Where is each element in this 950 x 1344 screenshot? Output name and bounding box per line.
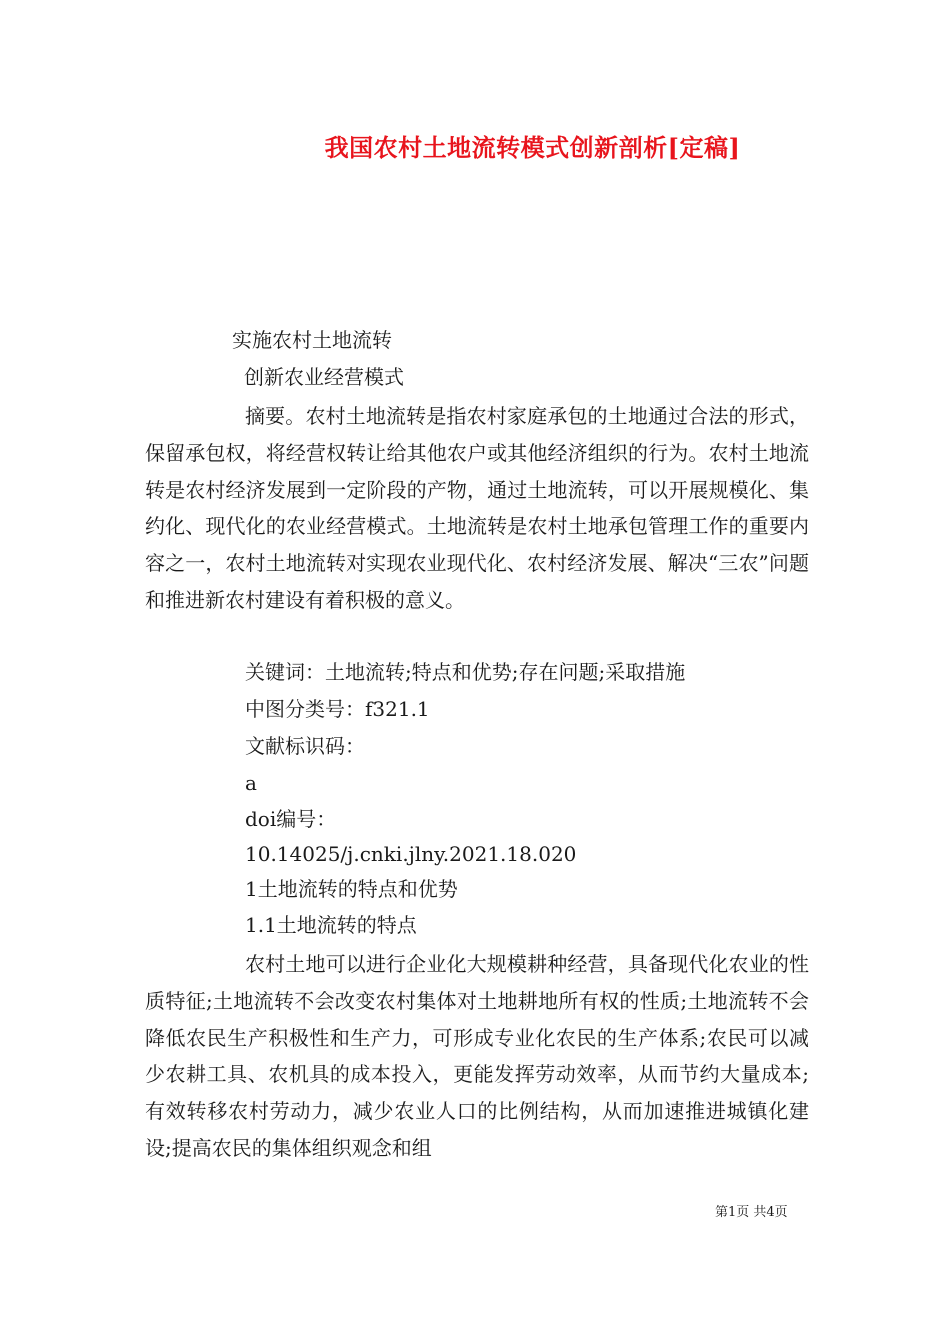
page-footer: 第1页 共4页	[715, 1205, 788, 1220]
body-paragraph: 农村土地可以进行企业化大规模耕种经营，具备现代化农业的性质特征;土地流转不会改变农村集体对土地耕地所有权的性质;土地流转不会降低农民生产积极性和生产力，可形成专业化农民的生产体系;农民可以减少农耕工具、农机具的成本投入，更能发挥劳动效率，从而节约大量成本;有效转移农村劳动力，减少农业人口的比例结构，从而加速推进城镇化建设;提高农民的集体组织观念和组	[145, 952, 809, 1160]
heading-implement-land-transfer: 实施农村土地流转	[232, 328, 392, 352]
keywords-line: 关键词：土地流转;特点和优势;存在问题;采取措施	[245, 660, 686, 684]
heading-innovate-agri-model: 创新农业经营模式	[244, 365, 404, 389]
section-1-1-heading: 1.1土地流转的特点	[245, 913, 417, 937]
abstract-paragraph: 摘要。农村土地流转是指农村家庭承包的土地通过合法的形式，保留承包权，将经营权转让给其他农户或其他经济组织的行为。农村土地流转是农村经济发展到一定阶段的产物，通过土地流转，可以开展规模化、集约化、现代化的农业经营模式。土地流转是农村土地承包管理工作的重要内容之一，农村土地流转对实现农业现代化、农村经济发展、解决“三农”问题和推进新农村建设有着积极的意义。	[145, 404, 809, 612]
doc-code-label: 文献标识码：	[245, 734, 365, 758]
doi-label: doi编号：	[245, 807, 337, 831]
doi-value: 10.14025/j.cnki.jlny.2021.18.020	[245, 842, 577, 866]
document-title: 我国农村土地流转模式创新剖析[定稿]	[324, 133, 741, 162]
doc-code-value: a	[245, 771, 257, 795]
section-1-heading: 1土地流转的特点和优势	[245, 877, 458, 901]
clc-number-line: 中图分类号：f321.1	[245, 697, 430, 721]
